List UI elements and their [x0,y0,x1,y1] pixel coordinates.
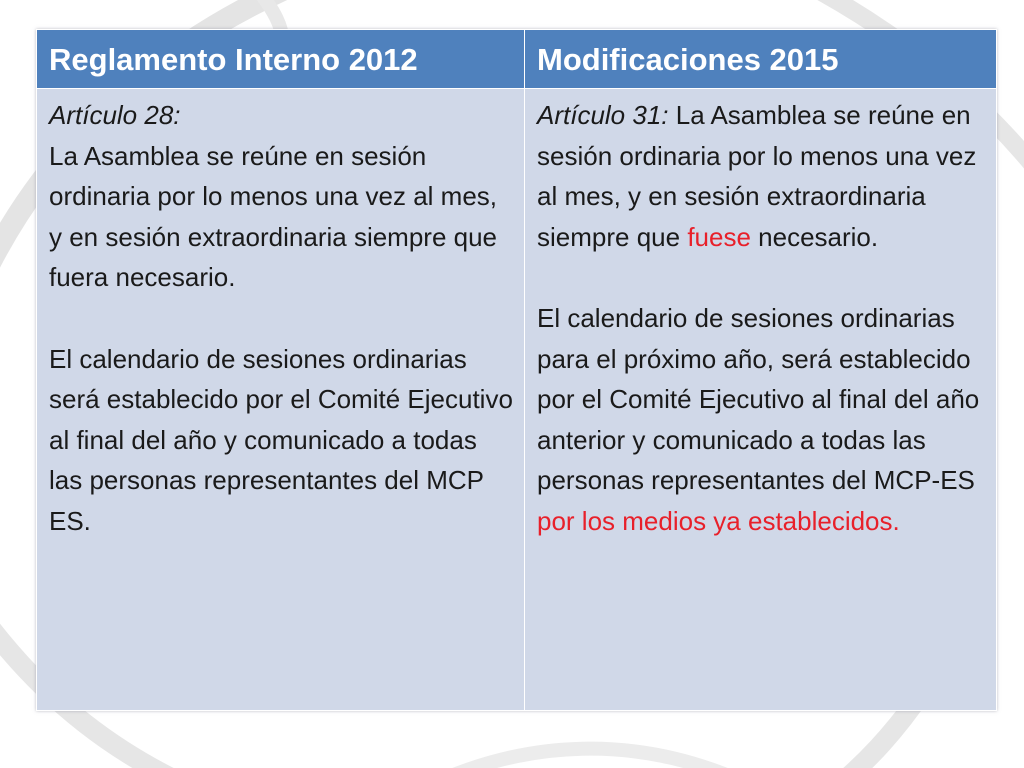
header-cell-reglamento-2012: Reglamento Interno 2012 [37,30,525,89]
paragraph-spacer [537,257,986,298]
header-cell-modificaciones-2015: Modificaciones 2015 [525,30,997,89]
article-31-text-b: necesario. [750,221,879,252]
highlight-medios-establecidos: por los medios ya establecidos. [537,505,900,536]
article-31-text-a: La Asamblea se reúne en sesión ordinaria por lo menos una vez al mes, y en sesión extraordinaria siempre que [537,100,977,252]
paragraph-spacer [49,298,514,339]
cell-modificaciones-2015 [525,89,997,711]
article-28-paragraph-2: El calendario de sesiones ordinarias será establecido por el Comité Ejecutivo al final del año y comunicado a todas las personas representantes del MCP ES. [49,343,513,536]
article-31-title: Artículo 31: [537,100,669,130]
header-row [37,30,997,89]
comparison-table [36,29,997,711]
cell-reglamento-2012 [37,89,525,711]
highlight-fuese: fuese [687,221,751,252]
article-31-paragraph-2 [537,298,986,542]
content-row [37,89,997,711]
article-28-paragraph-1: La Asamblea se reúne en sesión ordinaria por lo menos una vez al mes, y en sesión extraordinaria siempre que fuera necesario. [49,140,498,293]
article-28-title: Artículo 28: [49,100,181,130]
article-31-text-c: El calendario de sesiones ordinarias para el próximo año, será establecido por el Comité Ejecutivo al final del año anterior y comunicado a todas las personas representantes del MCP-ES [537,302,980,496]
article-31-paragraph-1 [537,95,986,257]
